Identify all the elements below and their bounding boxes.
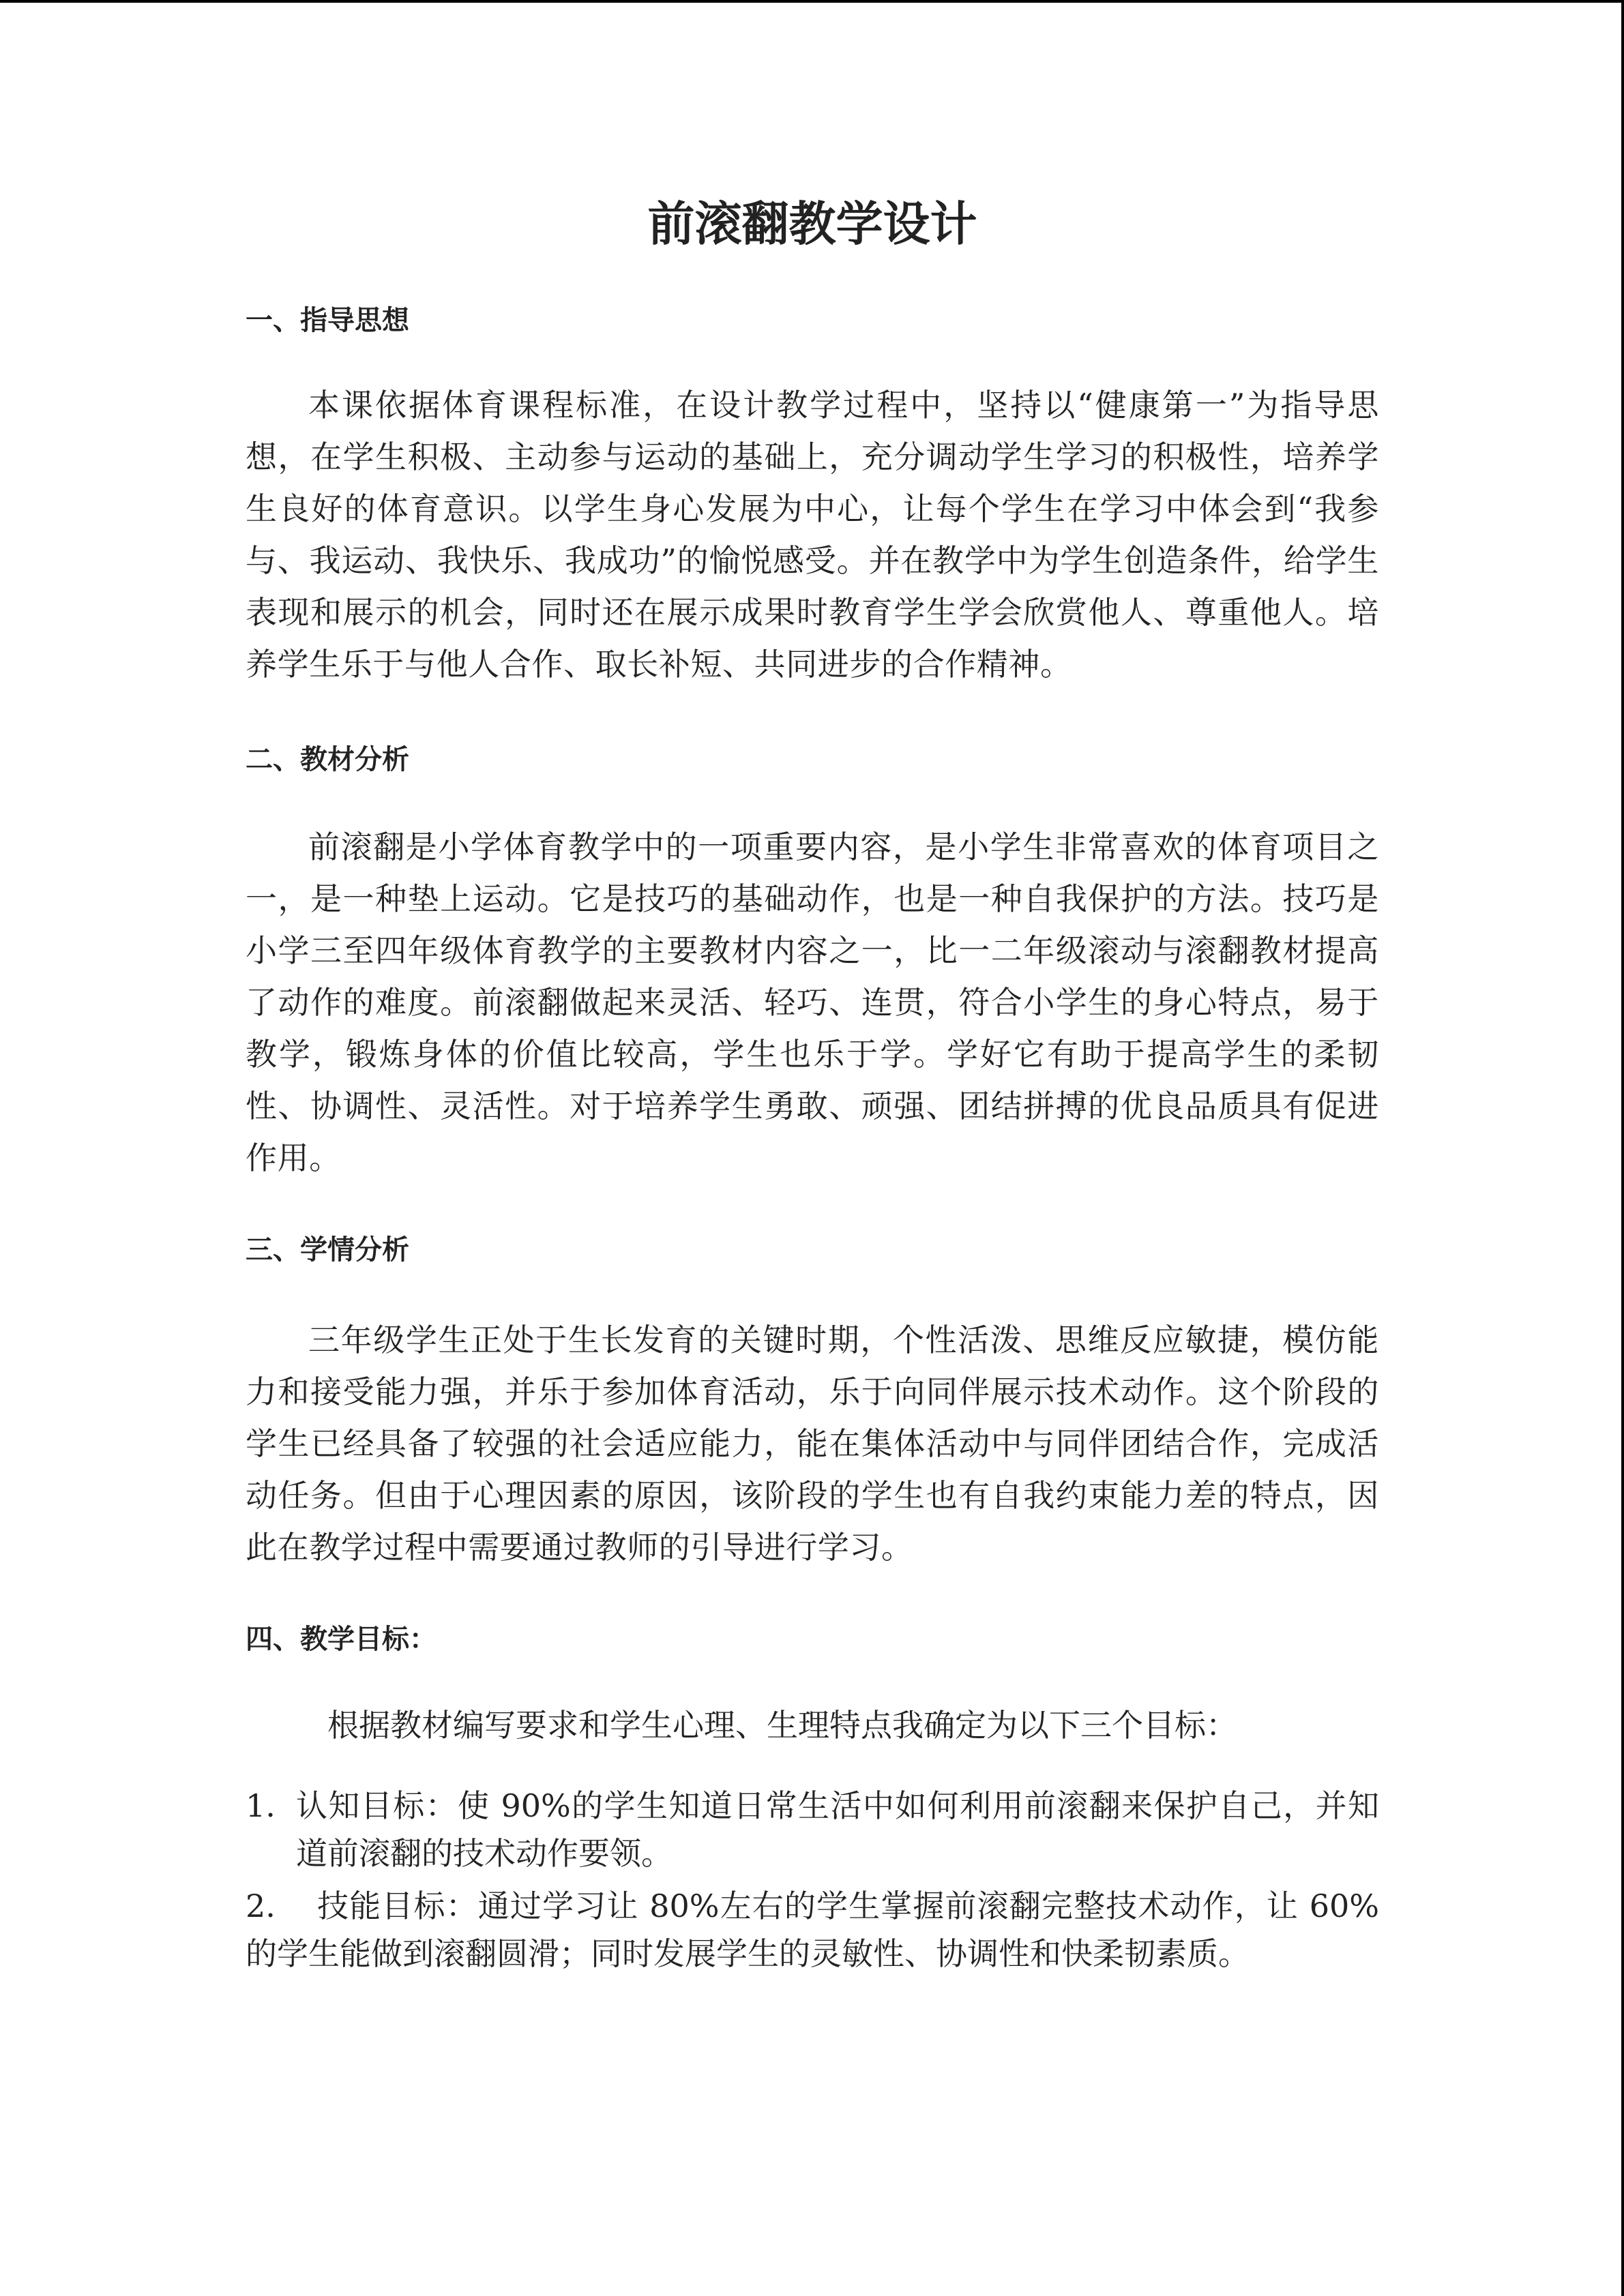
list-text: 技能目标：通过学习让 80%左右的学生掌握前滚翻完整技术动作，让 60%的学生能做到滚翻圆滑；同时发展学生的灵敏性、协调性和快柔韧素质。: [246, 1888, 1379, 1972]
objective-item-skill: [246, 1882, 1379, 1978]
section-heading-guiding-ideology: 一、指导思想: [246, 304, 409, 336]
section-heading-student-analysis: 三、学情分析: [246, 1234, 409, 1266]
objective-item-cognitive: [246, 1782, 1379, 1877]
section-heading-teaching-objectives: 四、教学目标：: [246, 1623, 437, 1655]
section-heading-material-analysis: 二、教材分析: [246, 743, 409, 775]
list-text: 认知目标：使 90%的学生知道日常生活中如何利用前滚翻来保护自己，并知道前滚翻的技术动作要领。: [296, 1787, 1379, 1872]
section-paragraph-guiding-ideology: 本课依据体育课程标准，在设计教学过程中，坚持以“健康第一”为指导思想，在学生积极、主动参与运动的基础上，充分调动学生学习的积极性，培养学生良好的体育意识。以学生身心发展为中心，让每个学生在学习中体会到“我参与、我运动、我快乐、我成功”的愉悦感受。并在教学中为学生创造条件，给学生表现和展示的机会，同时还在展示成果时教育学生学会欣赏他人、尊重他人。培养学生乐于与他人合作、取长补短、共同进步的合作精神。: [246, 387, 1379, 683]
list-number: 1.: [246, 1787, 276, 1824]
list-number: 2.: [246, 1888, 276, 1924]
objectives-intro: 根据教材编写要求和学生心理、生理特点我确定为以下三个目标：: [327, 1707, 1237, 1744]
section-paragraph-material-analysis: 前滚翻是小学体育教学中的一项重要内容，是小学生非常喜欢的体育项目之一，是一种垫上运动。它是技巧的基础动作，也是一种自我保护的方法。技巧是小学三至四年级体育教学的主要教材内容之一，比一二年级滚动与滚翻教材提高了动作的难度。前滚翻做起来灵活、轻巧、连贯，符合小学生的身心特点，易于教学，锻炼身体的价值比较高，学生也乐于学。学好它有助于提高学生的柔韧性、协调性、灵活性。对于培养学生勇敢、顽强、团结拼搏的优良品质具有促进作用。: [246, 829, 1379, 1176]
section-paragraph-student-analysis: 三年级学生正处于生长发育的关键时期，个性活泼、思维反应敏捷，模仿能力和接受能力强，并乐于参加体育活动，乐于向同伴展示技术动作。这个阶段的学生已经具备了较强的社会适应能力，能在集体活动中与同伴团结合作，完成活动任务。但由于心理因素的原因，该阶段的学生也有自我约束能力差的特点，因此在教学过程中需要通过教师的引导进行学习。: [246, 1322, 1379, 1566]
document-title: 前滚翻教学设计: [647, 196, 977, 252]
